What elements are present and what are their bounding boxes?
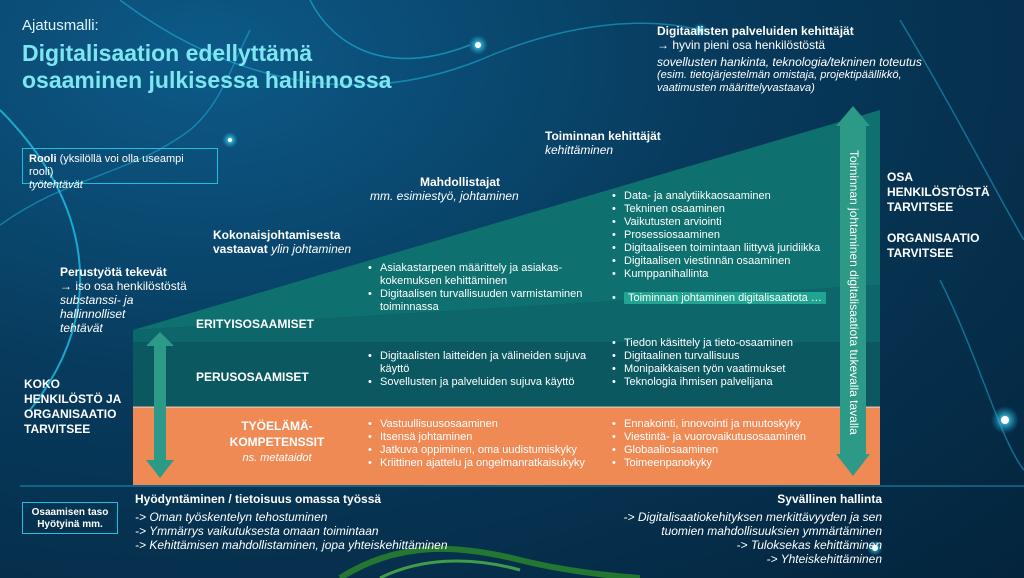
label-osa-line2: HENKILÖSTÖSTÄ — [887, 185, 990, 199]
footer-legend-line1: Osaamisen taso — [31, 507, 109, 518]
label-koko-line3: ORGANISAATIO — [24, 407, 117, 421]
competence-item: • Digitaalisen viestinnän osaaminen — [612, 255, 844, 268]
footer-right-item: -> Digitalisaatiokehityksen merkittävyyden ja sen — [623, 510, 882, 524]
competence-item: • Digitaalisen turvallisuuden varmistaminen toiminnassa — [368, 288, 586, 314]
role-digitaalisten-line1: → hyvin pieni osa henkilöstöstä — [657, 38, 826, 52]
competence-item: • Asiakastarpeen määrittely ja asiakas-kokemuksen kehittäminen — [368, 262, 586, 288]
band-tyoelama-line1: TYÖELÄMÄ- — [241, 419, 313, 433]
footer-left-item: -> Kehittämisen mahdollistaminen, jopa yhteiskehittäminen — [135, 538, 448, 552]
perus-col1-list — [368, 350, 598, 389]
competence-item: • Digitaaliseen toimintaan liittyvä juridiikka — [612, 242, 844, 255]
role-toiminnan — [545, 129, 745, 157]
erityis-col1-list — [368, 262, 586, 314]
role-toiminnan-note: kehittäminen — [545, 143, 614, 157]
title-line-2: osaaminen julkisessa hallinnossa — [22, 67, 392, 93]
role-perustyo-line2: substanssi- ja — [60, 293, 134, 307]
competence-item: • Digitaalisten laitteiden ja välineiden sujuva käyttö — [368, 350, 598, 376]
label-osa-line3: TARVITSEE — [887, 200, 954, 214]
vertical-label: Toiminnan johtaminen digitalisaatiota tukevalla tavalla — [847, 150, 861, 435]
label-koko-line2: HENKILÖSTÖ JA — [24, 392, 122, 406]
competence-item: • Prosessiosaaminen — [612, 229, 844, 242]
band-tyoelama-line2: KOMPETENSSIT — [229, 435, 325, 449]
role-toiminnan-title: Toiminnan kehittäjät — [545, 129, 661, 143]
role-legend-subtitle: työtehtävät — [29, 179, 83, 191]
band-perus-label: PERUSOSAAMISET — [196, 370, 309, 384]
competence-item: • Data- ja analytiikkaosaaminen — [612, 190, 844, 203]
erityis-col2-list — [612, 190, 844, 281]
role-legend-title: Rooli — [29, 153, 57, 165]
competence-item: • Viestintä- ja vuorovaikutusosaaminen — [612, 431, 844, 444]
role-kokonais-title2: vastaavat — [213, 242, 268, 256]
footer-legend-line2: Hyötyinä mm. — [37, 519, 103, 530]
role-kokonais — [213, 228, 413, 256]
subtitle: Ajatusmalli: — [22, 17, 99, 34]
footer-right-title: Syvällinen hallinta — [777, 492, 882, 506]
competence-item: • Vastuullisuusosaaminen — [368, 418, 606, 431]
competence-item: • Kriittinen ajattelu ja ongelmanratkaisukyky — [368, 457, 606, 470]
competence-item: • Teknologia ihmisen palvelijana — [612, 376, 842, 389]
erityis-col2-highlight-row — [612, 292, 842, 305]
footer-right — [560, 492, 882, 566]
footer-right-item: -> Tuloksekas kehittäminen — [736, 538, 882, 552]
role-legend-box — [22, 148, 218, 191]
band-erityis-label: ERITYISOSAAMISET — [196, 317, 315, 331]
competence-item: • Vaikutusten arviointi — [612, 216, 844, 229]
competence-item: • Jatkuva oppiminen, oma uudistumiskyky — [368, 444, 606, 457]
competence-item: • Itsensä johtaminen — [368, 431, 606, 444]
competence-item: • Monipaikkaisen työn vaatimukset — [612, 363, 842, 376]
footer-left-item: -> Ymmärrys vaikutuksesta omaan toimintaan — [135, 524, 379, 538]
competence-item: • Toimeenpanokyky — [612, 457, 844, 470]
competence-item: • Sovellusten ja palveluiden sujuva käyttö — [368, 376, 598, 389]
role-kokonais-note: ylin johtaminen — [271, 242, 352, 256]
title-line-1: Digitalisaation edellyttämä — [22, 40, 313, 66]
label-organisaatio — [887, 231, 979, 261]
role-mahdollistajat-title: Mahdollistajat — [420, 175, 501, 189]
role-perustyo-line1: → iso osa henkilöstöstä — [60, 279, 187, 293]
role-digitaalisten-line3: (esim. tietojärjestelmän omistaja, projektipäällikkö, — [657, 69, 902, 81]
role-digitaalisten-line4: vaatimusten määrittelyvastaava) — [657, 82, 815, 94]
competence-item: • Digitaalinen turvallisuus — [612, 350, 842, 363]
role-mahdollistajat-note: mm. esimiestyö, johtaminen — [370, 189, 519, 203]
band-tyoelama-label — [222, 418, 332, 466]
role-digitaalisten — [657, 24, 977, 95]
competence-item: • Globaaliosaaminen — [612, 444, 844, 457]
label-osa-henkilostosta — [887, 170, 990, 215]
perus-col2-list — [612, 337, 842, 389]
role-perustyo-line4: tehtävät — [60, 321, 103, 335]
tyoelama-col2-list — [612, 418, 844, 470]
role-digitaalisten-line2: sovellusten hankinta, teknologia/tekninen toteutus — [657, 55, 922, 69]
label-koko-line4: TARVITSEE — [24, 422, 91, 436]
footer-legend-box — [22, 502, 118, 534]
label-osa-line1: OSA — [887, 170, 914, 184]
role-perustyo-line3: hallinnolliset — [60, 307, 126, 321]
label-koko-henkilosto — [24, 377, 121, 437]
role-perustyo — [60, 265, 210, 335]
footer-right-item: tuomien mahdollisuuksien ymmärtäminen — [661, 524, 882, 538]
competence-item: • Kumppanihallinta — [612, 268, 844, 281]
footer-left-title: Hyödyntäminen / tietoisuus omassa työssä — [135, 492, 382, 506]
role-perustyo-title: Perustyötä tekevät — [60, 265, 167, 279]
role-mahdollistajat — [370, 175, 590, 203]
competence-item: • Tiedon käsittely ja tieto-osaaminen — [612, 337, 842, 350]
role-legend-note: (yksilöllä voi olla useampi rooli) — [29, 153, 184, 178]
erityis-col2-highlight: Toiminnan johtaminen digitalisaatiota … — [624, 292, 826, 304]
footer-left-item: -> Oman työskentelyn tehostuminen — [135, 510, 328, 524]
role-kokonais-title1: Kokonaisjohtamisesta — [213, 228, 341, 242]
label-org-line1: ORGANISAATIO — [887, 231, 980, 245]
label-org-line2: TARVITSEE — [887, 246, 954, 260]
competence-item: • Ennakointi, innovointi ja muutoskyky — [612, 418, 844, 431]
label-koko-line1: KOKO — [24, 377, 60, 391]
tyoelama-col1-list — [368, 418, 606, 470]
role-digitaalisten-title: Digitaalisten palveluiden kehittäjät — [657, 24, 854, 38]
competence-item: • Tekninen osaaminen — [612, 203, 844, 216]
footer-left — [135, 492, 535, 552]
footer-right-item: -> Yhteiskehittäminen — [766, 552, 882, 566]
band-tyoelama-note: ns. metataidot — [242, 452, 312, 464]
page-title — [22, 40, 391, 94]
